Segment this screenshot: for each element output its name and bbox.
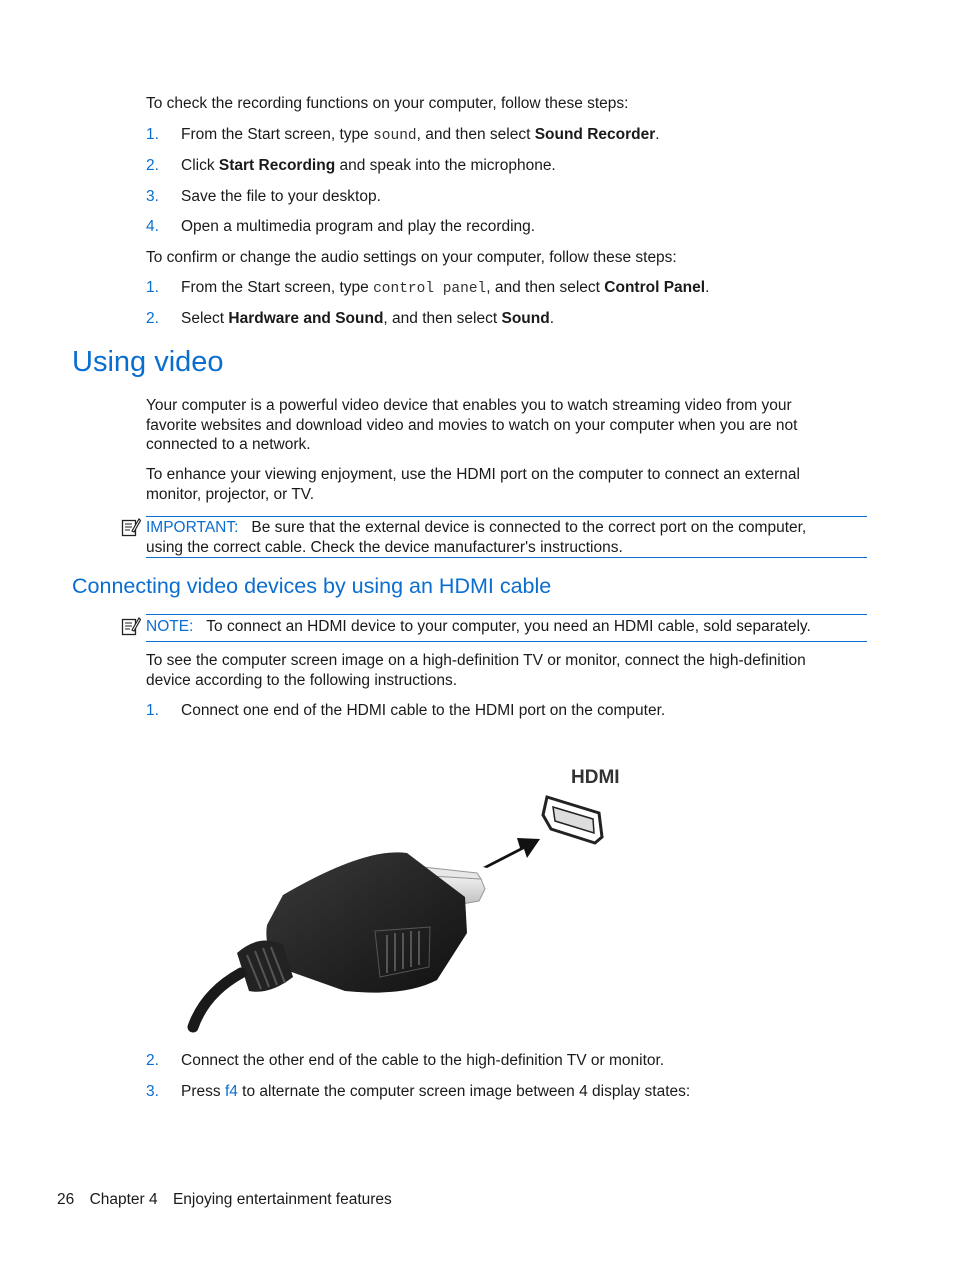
chapter-title: Enjoying entertainment features bbox=[172, 1191, 392, 1208]
list-item: 1. Connect one end of the HDMI cable to the HDMI port on the computer. bbox=[146, 702, 666, 719]
step-number: 2. bbox=[146, 157, 159, 174]
callout-bottom-rule bbox=[146, 557, 867, 558]
list-item: 2. Connect the other end of the cable to the high-definition TV or monitor. bbox=[146, 1052, 665, 1069]
arrow-icon bbox=[483, 838, 540, 868]
video-paragraph-2: To enhance your viewing enjoyment, use the HDMI port on the computer to connect an external monitor, projector, or TV. bbox=[146, 466, 800, 503]
key-f4: f4 bbox=[224, 1083, 238, 1100]
ui-term: Sound Recorder bbox=[534, 126, 656, 143]
page-number: 26 bbox=[57, 1191, 75, 1208]
important-callout bbox=[146, 518, 846, 557]
hdmi-port-icon bbox=[543, 797, 602, 843]
list-item: 2. Select Hardware and Sound, and then select Sound. bbox=[146, 310, 555, 327]
intro-audio: To confirm or change the audio settings on your computer, follow these steps: bbox=[146, 249, 677, 266]
step-number: 2. bbox=[146, 1052, 159, 1069]
list-item: 4. Open a multimedia program and play the recording. bbox=[146, 218, 536, 235]
step-number: 1. bbox=[146, 279, 159, 296]
note-bottom-rule bbox=[146, 641, 867, 642]
important-label: IMPORTANT: bbox=[146, 519, 239, 536]
note-icon bbox=[121, 616, 141, 636]
hdmi-cable bbox=[193, 973, 241, 1027]
page-footer bbox=[57, 1191, 403, 1209]
ui-term: Start Recording bbox=[218, 157, 336, 174]
heading-hdmi: Connecting video devices by using an HDMI cable bbox=[72, 574, 552, 598]
intro-recording: To check the recording functions on your computer, follow these steps: bbox=[146, 95, 629, 112]
note-label: NOTE: bbox=[146, 618, 194, 635]
note-text: To connect an HDMI device to your computer, you need an HDMI cable, sold separately. bbox=[206, 618, 811, 635]
important-text: Be sure that the external device is connected to the correct port on the computer, using the correct cable. Check the device manufacturer's instructions. bbox=[146, 519, 807, 556]
callout-top-rule bbox=[146, 516, 867, 517]
ui-term: Sound bbox=[501, 310, 550, 327]
step-number: 2. bbox=[146, 310, 159, 327]
step-number: 4. bbox=[146, 218, 159, 235]
hdmi-port-label: HDMI bbox=[571, 767, 620, 788]
list-item: 1. From the Start screen, type sound, and then select Sound Recorder. bbox=[146, 126, 660, 144]
code-sound: sound bbox=[373, 128, 417, 144]
ui-term: Hardware and Sound bbox=[228, 310, 384, 327]
video-paragraph-1: Your computer is a powerful video device that enables you to watch streaming video from your favorite websites and download video and movies to watch on your computer when you are not connected to a network. bbox=[146, 397, 798, 453]
chapter-label: Chapter 4 bbox=[89, 1191, 158, 1208]
important-icon bbox=[121, 517, 141, 537]
list-item: 2. Click Start Recording and speak into the microphone. bbox=[146, 157, 556, 174]
list-item: 1. From the Start screen, type control panel, and then select Control Panel. bbox=[146, 279, 710, 297]
ui-term: Control Panel bbox=[604, 279, 706, 296]
step-number: 3. bbox=[146, 1083, 159, 1100]
list-item: 3. Press f4 to alternate the computer screen image between 4 display states: bbox=[146, 1083, 691, 1100]
step-number: 1. bbox=[146, 126, 159, 143]
note-callout bbox=[146, 617, 866, 637]
step-number: 1. bbox=[146, 702, 159, 719]
code-control-panel: control panel bbox=[373, 281, 487, 297]
hdmi-illustration bbox=[175, 755, 635, 1040]
step-number: 3. bbox=[146, 188, 159, 205]
list-item: 3. Save the file to your desktop. bbox=[146, 188, 381, 205]
heading-using-video: Using video bbox=[72, 346, 224, 378]
note-top-rule bbox=[146, 614, 867, 615]
hdmi-intro: To see the computer screen image on a high-definition TV or monitor, connect the high-definition device according to the following instructions. bbox=[146, 652, 806, 689]
